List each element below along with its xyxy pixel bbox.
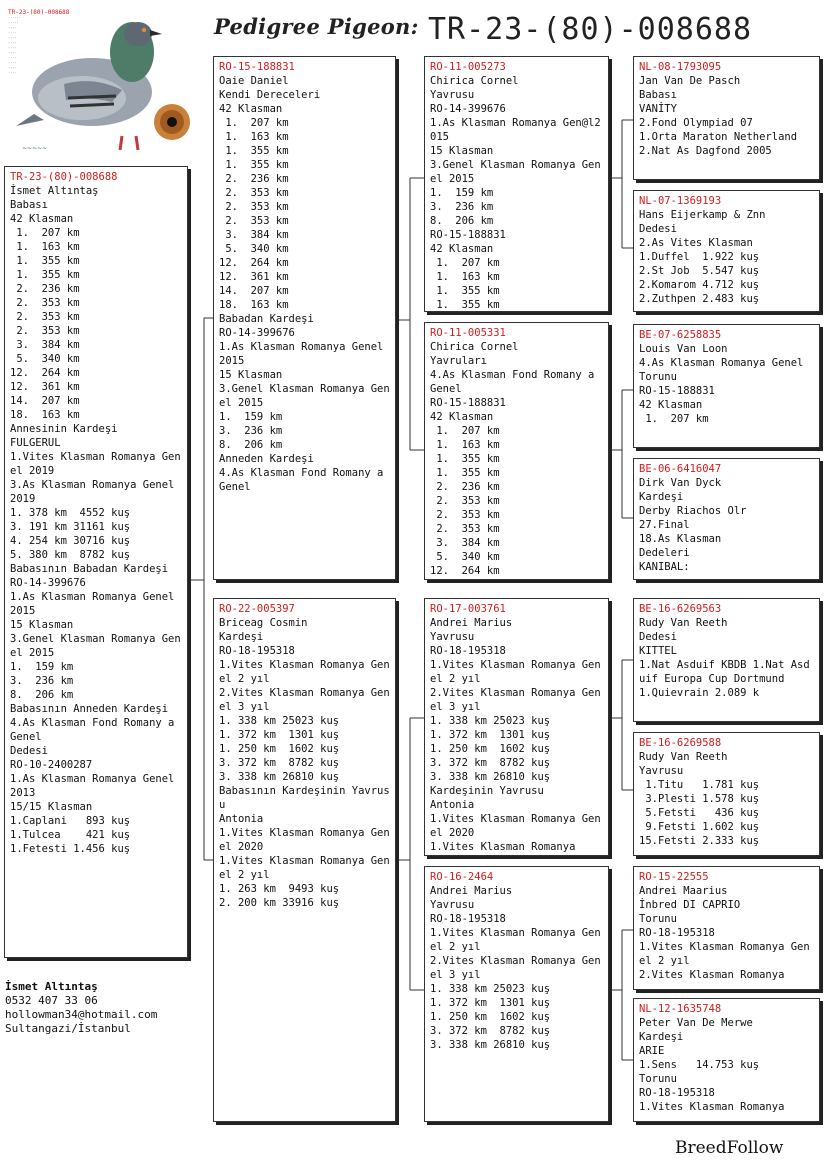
pigeon-info-line: 2. 200 km 33916 kuş — [219, 897, 340, 909]
pigeon-info-line: 1. 207 km — [430, 257, 500, 269]
pigeon-info-line: 3. 384 km — [10, 339, 80, 351]
pigeon-card-ddd — [633, 998, 820, 1122]
pigeon-info-line: Antonia — [430, 799, 475, 811]
pigeon-info-line: 2. 353 km — [219, 201, 289, 213]
pigeon-info-line: Dirk Van Dyck — [639, 477, 722, 489]
pigeon-info-line: 2. 353 km — [10, 325, 80, 337]
pigeon-info-line: 2.Vites Klasman Romanya Genel 3 yıl — [430, 687, 601, 713]
svg-text:····: ···· — [8, 41, 17, 45]
pigeon-card-dss — [633, 598, 820, 722]
svg-text:····: ···· — [8, 51, 17, 55]
svg-text:····: ···· — [8, 31, 17, 35]
pigeon-info-line: 18. 163 km — [10, 409, 80, 421]
pigeon-info-line: 1.Fetesti 1.456 kuş — [10, 843, 131, 855]
pigeon-info-line: 1. 163 km — [219, 131, 289, 143]
pigeon-info-line: 1.Tulcea 421 kuş — [10, 829, 131, 841]
pigeon-info-line: Andrei Maarius — [639, 885, 728, 897]
pigeon-info-line: 1. 207 km — [10, 227, 80, 239]
pigeon-info-line: 4.As Klasman Fond Romany a Genel — [10, 717, 181, 743]
main-ring-number: TR-23-(80)-008688 — [428, 12, 753, 47]
pigeon-info-line: 4.As Klasman Romanya Genel — [639, 357, 804, 369]
pigeon-info-line: KANIBAL: — [639, 561, 690, 573]
pigeon-info-line: 3. 384 km — [430, 537, 500, 549]
pigeon-info-line: Torunu — [639, 371, 677, 383]
pigeon-info-line: 2. 353 km — [430, 523, 500, 535]
pigeon-info-line: 1. 355 km — [219, 145, 289, 157]
pigeon-info-line: 1. 163 km — [10, 241, 80, 253]
pigeon-info-line: 1. 355 km — [10, 269, 80, 281]
pigeon-info-line: Babasının Anneden Kardeşi — [10, 703, 169, 715]
pigeon-info-line: Yavrusu — [639, 765, 684, 777]
pigeon-info-line: RO-10-2400287 — [10, 759, 93, 771]
ring-number: NL-07-1369193 — [639, 195, 722, 207]
pigeon-info-line: 1.Caplani 893 kuş — [10, 815, 131, 827]
pigeon-info-line: 12. 264 km — [430, 565, 500, 577]
ring-number: RO-22-005397 — [219, 603, 295, 615]
ring-number: NL-12-1635748 — [639, 1003, 722, 1015]
pigeon-info-line: 2.Vites Klasman Romanya — [639, 969, 785, 981]
svg-text:····: ···· — [8, 46, 17, 50]
pigeon-info-line: Dedeleri — [639, 547, 690, 559]
pigeon-info-line: RO-18-195318 — [639, 927, 715, 939]
ring-number: RO-11-005273 — [430, 61, 506, 73]
owner-phone: 0532 407 33 06 — [5, 994, 98, 1007]
pigeon-info-line: 5. 380 km 8782 kuş — [10, 549, 131, 561]
ring-number: RO-16-2464 — [430, 871, 494, 883]
pigeon-info-line: 3. 384 km — [219, 229, 289, 241]
pigeon-info-line: RO-15-188831 — [430, 229, 506, 241]
pigeon-info-line: RO-15-188831 — [430, 397, 506, 409]
pigeon-info-line: 2.Nat As Dagfond 2005 — [639, 145, 772, 157]
pigeon-info-line: 12. 264 km — [219, 257, 289, 269]
pigeon-info-line: 15/15 Klasman — [10, 801, 93, 813]
pigeon-info-line: 1.Duffel 1.922 kuş — [639, 251, 760, 263]
pigeon-info-line: 1.Vites Klasman Romanya Genel 2 yıl — [430, 927, 601, 953]
svg-text:····: ···· — [8, 61, 17, 65]
pigeon-info-line: 1. 159 km — [219, 411, 283, 423]
pigeon-info-line: 1.As Klasman Romanya Genel 2015 — [10, 591, 181, 617]
pigeon-info-line: Annesinin Kardeşi — [10, 423, 118, 435]
pigeon-info-line: 2. 353 km — [10, 311, 80, 323]
pigeon-info-line: 3. 338 km 26810 kuş — [430, 1039, 551, 1051]
owner-name: İsmet Altıntaş — [5, 980, 98, 993]
pigeon-info-line: 4.As Klasman Fond Romany a Genel — [430, 369, 601, 395]
pigeon-info-line: 1.Sens 14.753 kuş — [639, 1059, 760, 1071]
pigeon-info-line: 2. 236 km — [10, 283, 80, 295]
pigeon-info-line: 1.Vites Klasman Romanya Genel 2 yıl — [219, 855, 390, 881]
pigeon-info-line: 9.Fetsti 1.602 kuş — [639, 821, 760, 833]
pigeon-info-line: Dedesi — [10, 745, 48, 757]
pigeon-info-line: 4.As Klasman Fond Romany a Genel — [219, 467, 390, 493]
pigeon-info-line: VANİTY — [639, 103, 677, 115]
pigeon-info-line: RO-18-195318 — [430, 913, 506, 925]
pigeon-info-line: 14. 207 km — [219, 285, 289, 297]
pigeon-info-line: 1. 355 km — [430, 285, 500, 297]
pigeon-info-line: 2. 353 km — [430, 509, 500, 521]
pigeon-info-line: FULGERUL — [10, 437, 61, 449]
pigeon-info-line: 1. 355 km — [430, 467, 500, 479]
pigeon-info-line: 2.Vites Klasman Romanya Genel 3 yıl — [219, 687, 390, 713]
pigeon-card-main — [4, 166, 188, 958]
pigeon-info-line: 14. 207 km — [10, 395, 80, 407]
pigeon-info-line: 1. 372 km 1301 kuş — [430, 729, 551, 741]
pigeon-info-line: 2. 353 km — [10, 297, 80, 309]
pigeon-info-line: 42 Klasman — [430, 243, 494, 255]
pigeon-info-line: 1. 163 km — [430, 439, 500, 451]
page-title: Pedigree Pigeon: — [214, 14, 419, 39]
pigeon-info-line: Torunu — [639, 913, 677, 925]
pigeon-info-line: Kardeşi — [639, 1031, 684, 1043]
pigeon-info-line: 1.Vites Klasman Romanya Genel 2 yıl — [219, 659, 390, 685]
pigeon-info-line: 18.As Klasman — [639, 533, 722, 545]
pigeon-info-line: 15 Klasman — [10, 619, 74, 631]
pigeon-info-line: 5. 340 km — [219, 243, 289, 255]
pigeon-info-line: 5. 340 km — [10, 353, 80, 365]
pigeon-card-sds — [633, 324, 820, 448]
pigeon-info-line: 8. 206 km — [219, 439, 283, 451]
pigeon-info-line: 2. 353 km — [219, 215, 289, 227]
pigeon-info-line: Jan Van De Pasch — [639, 75, 741, 87]
pigeon-info-line: 1.Vites Klasman Romanya Genel 2019 — [10, 451, 181, 477]
pigeon-card-dsd — [633, 732, 820, 856]
pigeon-info-line: 1.Vites Klasman Romanya Genel 2 yıl — [430, 659, 601, 685]
pigeon-info-line: Yavruları — [430, 355, 487, 367]
pigeon-info-line: Chirica Cornel — [430, 75, 519, 87]
pigeon-info-line: 1.As Klasman Romanya Genel 2013 — [10, 773, 181, 799]
pigeon-info-line: İsmet Altıntaş — [10, 185, 99, 197]
pigeon-card-dds — [633, 866, 820, 990]
owner-info — [5, 980, 157, 1036]
pigeon-info-line: 42 Klasman — [430, 411, 494, 423]
pigeon-info-line: Yavrusu — [430, 631, 475, 643]
pigeon-info-line: Hans Eijerkamp & Znn — [639, 209, 766, 221]
thumb-ring: TR-23-(80)-008688 — [8, 9, 70, 16]
pigeon-info-line: İnbred DI CAPRIO — [639, 899, 741, 911]
pigeon-info-line: 1. 250 km 1602 kuş — [430, 743, 551, 755]
pigeon-info-line: Chirica Cornel — [430, 341, 519, 353]
pigeon-info-line: 3. 191 km 31161 kuş — [10, 521, 131, 533]
pigeon-info-line: RO-14-399676 — [430, 103, 506, 115]
pigeon-info-line: RO-18-195318 — [219, 645, 295, 657]
pigeon-info-line: 3. 338 km 26810 kuş — [430, 771, 551, 783]
ring-number: RO-11-005331 — [430, 327, 506, 339]
pigeon-info-line: 5. 340 km — [430, 551, 500, 563]
pigeon-info-line: 2. 236 km — [430, 481, 500, 493]
pigeon-info-line: 3. 236 km — [430, 201, 494, 213]
pigeon-info-line: Yavrusu — [430, 899, 475, 911]
pigeon-info-line: 15 Klasman — [430, 145, 494, 157]
pigeon-info-line: 3. 372 km 8782 kuş — [430, 1025, 551, 1037]
pigeon-info-line: Rudy Van Reeth — [639, 617, 728, 629]
pigeon-info-line: 27.Final — [639, 519, 690, 531]
pigeon-info-line: RO-14-399676 — [219, 327, 295, 339]
pigeon-info-line: ARIE — [639, 1045, 665, 1057]
pigeon-info-line: Kardeşi — [219, 631, 264, 643]
pigeon-info-line: 3. 236 km — [10, 675, 74, 687]
pigeon-info-line: 1. 263 km 9493 kuş — [219, 883, 340, 895]
svg-text:····: ···· — [8, 56, 17, 60]
pigeon-card-sire — [213, 56, 396, 580]
svg-text:······: ······ — [8, 16, 21, 20]
pigeon-info-line: RO-14-399676 — [10, 577, 86, 589]
svg-text:·····: ····· — [8, 21, 19, 25]
pigeon-info-line: 8. 206 km — [430, 215, 494, 227]
svg-text:····: ···· — [8, 71, 17, 75]
owner-location: Sultangazi/İstanbul — [5, 1022, 131, 1035]
pigeon-info-line: 2.As Vites Klasman — [639, 237, 753, 249]
pigeon-info-line: Anneden Kardeşi — [219, 453, 314, 465]
ring-number: NL-08-1793095 — [639, 61, 722, 73]
svg-text:····: ···· — [8, 26, 17, 30]
pigeon-info-line: 1. 159 km — [10, 661, 74, 673]
pigeon-info-line: 5.Fetsti 436 kuş — [639, 807, 760, 819]
pigeon-card-ss — [424, 56, 609, 312]
pigeon-info-line: 1. 355 km — [10, 255, 80, 267]
pigeon-info-line: 8. 206 km — [10, 689, 74, 701]
pigeon-info-line: Andrei Marius — [430, 617, 513, 629]
pigeon-info-line: Babası — [10, 199, 48, 211]
pigeon-info-line: Peter Van De Merwe — [639, 1017, 753, 1029]
pigeon-info-line: 1.Vites Klasman Romanya — [430, 841, 576, 853]
pigeon-info-line: 15.Fetsti 2.333 kuş — [639, 835, 760, 847]
pigeon-info-line: 4. 254 km 30716 kuş — [10, 535, 131, 547]
pigeon-info-line: 1. 207 km — [639, 413, 709, 425]
ring-number: TR-23-(80)-008688 — [10, 171, 118, 183]
ring-number: BE-07-6258835 — [639, 329, 722, 341]
pigeon-card-sss — [633, 56, 820, 180]
pigeon-info-line: 3.Genel Klasman Romanya Genel 2015 — [430, 159, 601, 185]
pigeon-info-line: 1. 355 km — [430, 453, 500, 465]
pigeon-info-line: 1. 207 km — [430, 425, 500, 437]
pigeon-info-line: 1.Vites Klasman Romanya Genel 2020 — [430, 813, 601, 839]
pigeon-info-line: 3. 372 km 8782 kuş — [219, 757, 340, 769]
svg-text:····: ···· — [8, 36, 17, 40]
pigeon-info-line: 1.Nat Asduif KBDB 1.Nat Asduif Europa Cup Dortmund — [639, 659, 810, 685]
pigeon-info-line: 1. 372 km 1301 kuş — [219, 729, 340, 741]
pigeon-card-ssd — [633, 190, 820, 312]
pigeon-info-line: 42 Klasman — [10, 213, 74, 225]
pigeon-info-line: 42 Klasman — [219, 103, 283, 115]
pigeon-info-line: Yavrusu — [430, 89, 475, 101]
pigeon-info-line: Kardeşi — [639, 491, 684, 503]
pigeon-info-line: 3. 338 km 26810 kuş — [219, 771, 340, 783]
pigeon-info-line: 1. 338 km 25023 kuş — [430, 983, 551, 995]
ring-number: BE-06-6416047 — [639, 463, 722, 475]
pigeon-info-line: RO-15-188831 — [639, 385, 715, 397]
pigeon-info-line: 1. 378 km 4552 kuş — [10, 507, 131, 519]
pigeon-info-line: Babasının Kardeşinin Yavrusu — [219, 785, 390, 811]
pigeon-info-line: 2.St Job 5.547 kuş — [639, 265, 760, 277]
pigeon-info-line: 1.As Klasman Romanya Genel 2015 — [219, 341, 390, 367]
pigeon-info-line: 3.Genel Klasman Romanya Genel 2015 — [219, 383, 390, 409]
pigeon-info-line: 12. 264 km — [10, 367, 80, 379]
pigeon-info-line: Torunu — [639, 1073, 677, 1085]
pigeon-info-line: 18. 163 km — [219, 299, 289, 311]
pigeon-info-line: Babasının Babadan Kardeşi — [10, 563, 169, 575]
pigeon-info-line: 42 Klasman — [639, 399, 703, 411]
svg-text:····: ···· — [8, 66, 17, 70]
pigeon-info-line: 3.As Klasman Romanya Genel 2019 — [10, 479, 181, 505]
pigeon-info-line: 1. 355 km — [430, 299, 500, 311]
pigeon-info-line: Kardeşinin Yavrusu — [430, 785, 544, 797]
pigeon-card-sdd — [633, 458, 820, 580]
pigeon-info-line: 1.Vites Klasman Romanya Genel 2020 — [219, 827, 390, 853]
pigeon-info-line: 1.As Klasman Romanya Gen@l2015 — [430, 117, 601, 143]
pigeon-info-line: Babası — [639, 89, 677, 101]
pigeon-info-line: 2.Komarom 4.712 kuş — [639, 279, 760, 291]
pigeon-info-line: 1. 372 km 1301 kuş — [430, 997, 551, 1009]
pigeon-info-line: 3. 372 km 8782 kuş — [430, 757, 551, 769]
pigeon-info-line: 3.Genel Klasman Romanya Genel 2015 — [10, 633, 181, 659]
pigeon-info-line: 1. 338 km 25023 kuş — [219, 715, 340, 727]
pigeon-info-line: 3.Plesti 1.578 kuş — [639, 793, 760, 805]
pigeon-info-line: RO-18-195318 — [430, 645, 506, 657]
pigeon-info-line: 1. 250 km 1602 kuş — [219, 743, 340, 755]
pigeon-info-line: 1. 207 km — [219, 117, 289, 129]
ring-number: BE-16-6269588 — [639, 737, 722, 749]
pigeon-info-line: Dedesi — [639, 631, 677, 643]
pigeon-info-line: Rudy Van Reeth — [639, 751, 728, 763]
brand-logo: BreedFollow — [675, 1138, 784, 1158]
pigeon-info-line: 1. 250 km 1602 kuş — [430, 1011, 551, 1023]
pigeon-info-line: 1. 355 km — [219, 159, 289, 171]
pigeon-card-sd — [424, 322, 609, 580]
pigeon-info-line: 2.Vites Klasman Romanya Genel 3 yıl — [430, 955, 601, 981]
pigeon-card-dd — [424, 866, 609, 1122]
pigeon-info-line: RO-18-195318 — [639, 1087, 715, 1099]
pigeon-info-line: Oaie Daniel — [219, 75, 289, 87]
pigeon-info-line: 1.Titu 1.781 kuş — [639, 779, 760, 791]
pigeon-info-line: 3. 236 km — [219, 425, 283, 437]
pigeon-info-line: 1. 159 km — [430, 187, 494, 199]
pigeon-info-line: 2. 353 km — [219, 187, 289, 199]
ring-number: RO-17-003761 — [430, 603, 506, 615]
pigeon-card-dam — [213, 598, 396, 1122]
pigeon-card-ds — [424, 598, 609, 856]
pigeon-info-line: 12. 361 km — [219, 271, 289, 283]
pigeon-info-line: 1.Quievrain 2.089 k — [639, 687, 760, 699]
pigeon-info-line: 2.Fond Olympiad 07 — [639, 117, 753, 129]
pigeon-info-line: 2.Zuthpen 2.483 kuş — [639, 293, 760, 305]
ring-number: RO-15-188831 — [219, 61, 295, 73]
pigeon-info-line: 15 Klasman — [219, 369, 283, 381]
pigeon-info-line: 1.Orta Maraton Netherland — [639, 131, 798, 143]
pigeon-info-line: 2. 236 km — [219, 173, 289, 185]
pigeon-info-line: Kendi Dereceleri — [219, 89, 321, 101]
pigeon-info-line: 12. 361 km — [10, 381, 80, 393]
ring-number: RO-15-22555 — [639, 871, 709, 883]
pigeon-info-line: Louis Van Loon — [639, 343, 728, 355]
pigeon-info-line: 1.Vites Klasman Romanya — [639, 1101, 785, 1113]
ring-number: BE-16-6269563 — [639, 603, 722, 615]
pigeon-info-line: 1.Vites Klasman Romanya Genel 2 yıl — [639, 941, 810, 967]
pigeon-info-line: Dedesi — [639, 223, 677, 235]
svg-text:~~~~~: ~~~~~ — [22, 145, 48, 152]
pigeon-info-line: Antonia — [219, 813, 264, 825]
owner-email[interactable]: hollowman34@hotmail.com — [5, 1008, 158, 1021]
pigeon-info-line: 1. 338 km 25023 kuş — [430, 715, 551, 727]
pigeon-info-line: KITTEL — [639, 645, 677, 657]
pigeon-info-line: 2. 353 km — [430, 495, 500, 507]
pigeon-info-line: Andrei Marius — [430, 885, 513, 897]
pigeon-info-line: Derby Riachos Olr — [639, 505, 747, 517]
pigeon-info-line: Babadan Kardeşi — [219, 313, 314, 325]
pigeon-info-line: Briceag Cosmin — [219, 617, 308, 629]
pigeon-info-line: 1. 163 km — [430, 271, 500, 283]
